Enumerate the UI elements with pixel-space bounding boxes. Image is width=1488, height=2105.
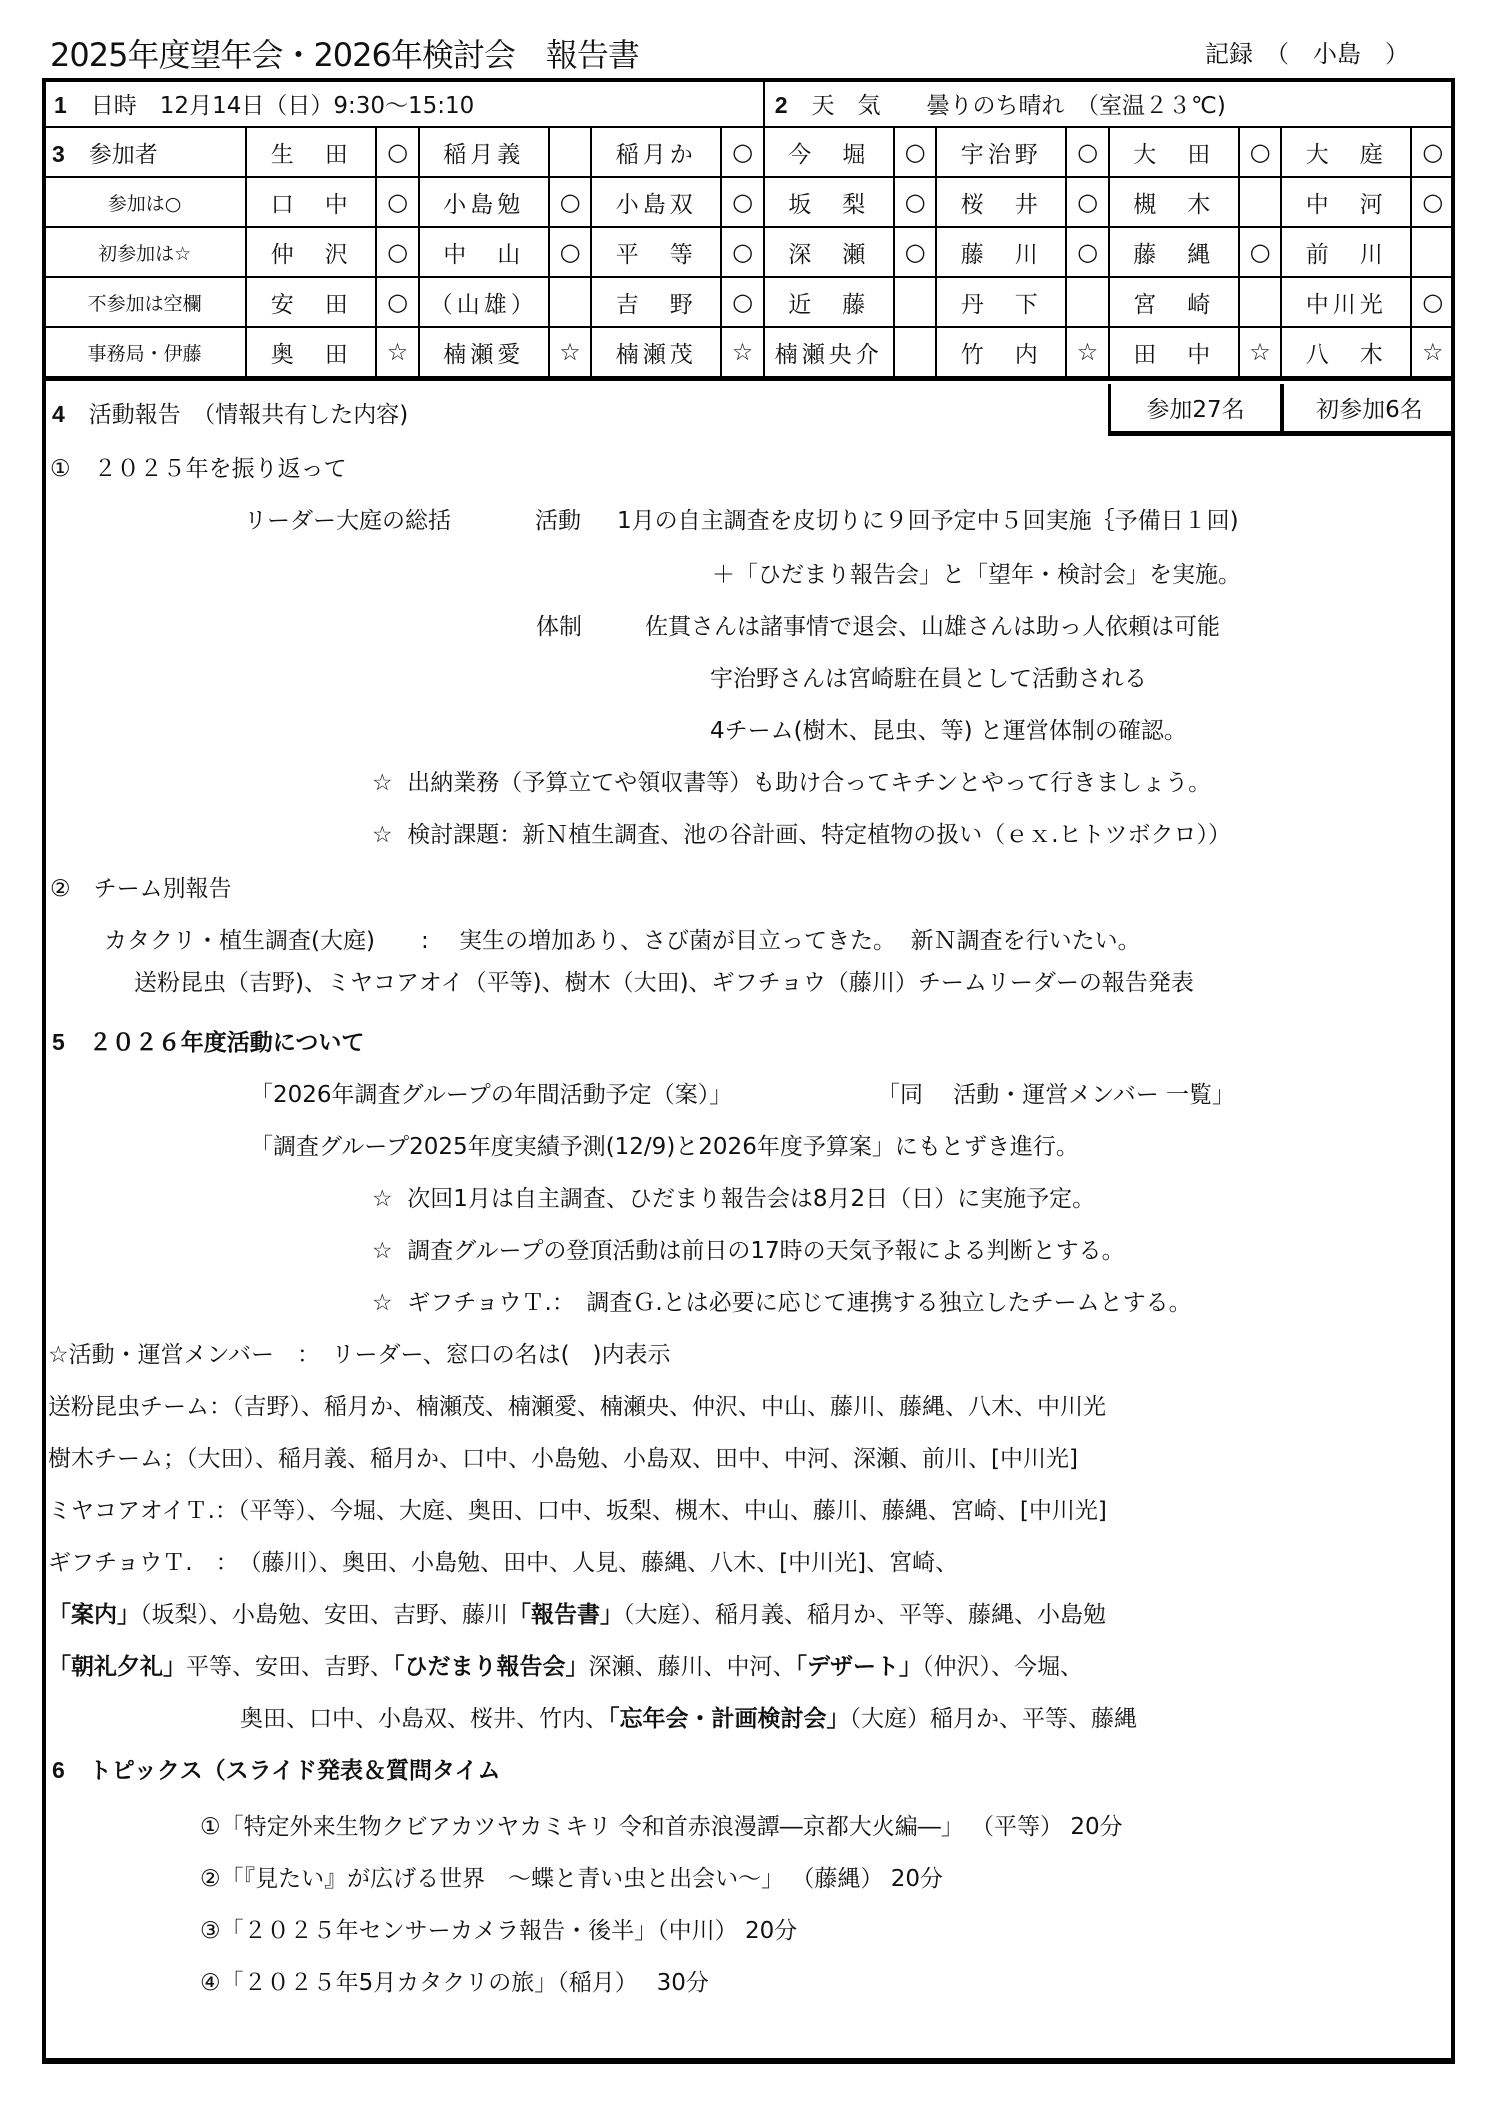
team-members-trees: 樹木チーム；（大田）、稲月義、稲月か、口中、小島勉、小島双、田中、中河、深瀬、前川、[中川光] [48,1446,1078,1472]
attendance-mark: ○ [1066,227,1108,277]
attendance-mark: ○ [1066,127,1108,177]
attendee-name: 前 川 [1281,227,1411,277]
attendee-name: 田 中 [1109,327,1239,379]
attendance-mark: ○ [549,227,591,277]
attendee-name: 大 田 [1109,127,1239,177]
attendee-name: 楠瀬茂 [591,327,721,379]
attendance-mark: ○ [376,277,418,327]
attendee-name: 稲月義 [419,127,549,177]
note-climbing: ☆ 調査グループの登頂活動は前日の17時の天気予報による判断とする。 [372,1238,1125,1264]
role-hidamari-label: 「ひだまり報告会」 [393,1654,589,1680]
note-issues: ☆ 検討課題：新Ｎ植生調査、池の谷計画、特定植物の扱い（ｅｘ.ヒトツボクロ）） [372,822,1232,848]
attendee-name: 大 庭 [1281,127,1411,177]
team-report-line-1: カタクリ・植生調査(大庭) : 実生の増加あり、さび菌が目立ってきた。 新Ｎ調査を行いたい。 [104,928,1141,954]
section5-heading [52,1024,364,1057]
members-heading: ☆活動・運営メンバー ： リーダー、窓口の名は( )内表示 [48,1342,671,1368]
attendee-name: 安 田 [246,277,376,327]
plan-doc-1: 「2026年調査グループの年間活動予定（案）」 [250,1082,733,1108]
structure-line-3: 4チーム(樹木、昆虫、等) と運営体制の確認。 [710,718,1187,744]
attendance-mark: ☆ [376,327,418,379]
weather-text: 天 気 曇りのち晴れ （室温２３℃) [811,92,1226,119]
attendee-name: 仲 沢 [246,227,376,277]
attendance-mark: ○ [721,227,763,277]
section-number: 4 [52,401,65,427]
attendance-mark: ○ [1411,277,1454,327]
section4-heading [52,396,408,429]
attendee-name: 中 山 [419,227,549,277]
roles-line-1 [48,1596,1106,1629]
attendance-mark [1239,177,1281,227]
legend-first-time: 初参加は☆ [43,227,246,277]
attendance-mark [549,127,591,177]
info-table [42,78,1455,381]
attendee-row [43,127,1454,177]
attendee-name: 宇治野 [936,127,1066,177]
document-title: 2025年度望年会・2026年検討会 報告書 [50,36,639,74]
team-report-line-2: 送粉昆虫（吉野)、ミヤコアオイ（平等)、樹木（大田)、ギフチョウ（藤川）チームリーダーの報告発表 [134,970,1194,996]
attendance-mark: ○ [721,177,763,227]
section4-title: 活動報告 （情報共有した内容) [88,402,409,428]
attendance-mark [1066,277,1108,327]
attendees-heading [43,127,246,177]
attendee-name: 楠瀬央介 [764,327,894,379]
attendance-mark: ○ [1411,177,1454,227]
structure-line-2: 宇治野さんは宮崎駐在員として活動される [710,666,1147,692]
role-report-members: （大庭）、稲月義、稲月か、平等、藤縄、小島勉 [623,1602,1106,1628]
attendee-row [43,227,1454,277]
attendee-name: 坂 梨 [764,177,894,227]
attendance-mark: ☆ [1239,327,1281,379]
attendance-mark: ○ [894,227,936,277]
attendance-mark: ☆ [1411,327,1454,379]
section-number: 5 [52,1029,65,1055]
leader-summary-label: リーダー大庭の総括 [244,508,451,534]
datetime-cell [43,79,764,127]
activity-line-1: 1月の自主調査を皮切りに９回予定中５回実施｛予備日１回) [617,508,1239,534]
role-bonenkai-members: （大庭）稲月か、平等、藤縄 [849,1706,1137,1732]
attendee-name: 中川光 [1281,277,1411,327]
attendee-name: （山雄） [419,277,549,327]
note-gifucho: ☆ ギフチョウＴ.： 調査Ｇ.とは必要に応じて連携する独立したチームとする。 [372,1290,1192,1316]
attendee-name: 竹 内 [936,327,1066,379]
note-next-meeting: ☆ 次回1月は自主調査、ひだまり報告会は8月2日（日）に実施予定。 [372,1186,1096,1212]
activity-label: 活動 [535,508,581,534]
attendance-mark: ○ [1066,177,1108,227]
role-guide-label: 「案内」 [48,1602,140,1628]
role-guide-members: （坂梨）、小島勉、安田、吉野、藤川 [140,1602,508,1628]
attendee-name: 口 中 [246,177,376,227]
attendee-row [43,177,1454,227]
attendance-mark: ○ [376,227,418,277]
attendance-mark: ○ [376,177,418,227]
attendee-name: 生 田 [246,127,376,177]
attendee-name: 小島勉 [419,177,549,227]
attendance-mark: ☆ [1066,327,1108,379]
section-number: 6 [52,1757,65,1783]
role-bonenkai-label: 「忘年会・計画検討会」 [608,1706,850,1732]
roles-line-3 [240,1700,1137,1733]
topic-item: ①「特定外来生物クビアカツヤカミキリ 令和首赤浪漫譚―京都大火編―」 （平等） 20分 [200,1814,1123,1840]
attendee-name: 中 河 [1281,177,1411,227]
topic-item: ④「２０２５年5月カタクリの旅」（稲月） 30分 [200,1970,709,1996]
attendance-mark: ○ [1239,227,1281,277]
attendee-name: 奥 田 [246,327,376,379]
attendee-name: 稲月か [591,127,721,177]
activity-line-2: ＋「ひだまり報告会」と「望年・検討会」を実施。 [712,562,1241,588]
attendee-name: 槻 木 [1109,177,1239,227]
attendee-name: 深 瀬 [764,227,894,277]
attendee-name: 八 木 [1281,327,1411,379]
item1-heading: ① ２０２５年を振り返って [50,456,347,482]
topic-item: ②「『見たい』が広げる世界 ～蝶と青い虫と出会い～」 （藤縄） 20分 [200,1866,944,1892]
roles-line-2 [48,1648,1083,1681]
attendee-name: 今 堀 [764,127,894,177]
attendees-title: 参加者 [88,141,158,168]
attendance-mark: ○ [549,177,591,227]
attendee-name: 吉 野 [591,277,721,327]
role-morning-label: 「朝礼夕礼」 [48,1654,186,1680]
topic-item: ③「２０２５年センサーカメラ報告・後半」（中川） 20分 [200,1918,798,1944]
attendance-mark [894,327,936,379]
role-dessert-members: （仲沢）、今堀、 [922,1654,1083,1680]
section6-title: トピックス（スライド発表＆質問タイム [88,1758,501,1784]
attendee-name: 宮 崎 [1109,277,1239,327]
plan-doc-2: 「同 活動・運営メンバー 一覧」 [877,1082,1236,1108]
attendee-name: 近 藤 [764,277,894,327]
legend-attended: 参加は○ [43,177,246,227]
role-hidamari-members: 深瀬、藤川、中河、 [588,1654,796,1680]
attendance-mark [1239,277,1281,327]
legend-absent: 不参加は空欄 [43,277,246,327]
attendance-mark: ○ [721,277,763,327]
structure-label: 体制 [536,614,582,640]
attendance-mark [549,277,591,327]
attendance-mark: ☆ [721,327,763,379]
team-members-gifucho: ギフチョウＴ. ： （藤川）、奥田、小島勉、田中、人見、藤縄、八木、[中川光]、宮崎、 [48,1550,959,1576]
team-members-miyakoaoi: ミヤコアオイＴ.：（平等）、今堀、大庭、奥田、口中、坂梨、槻木、中山、藤川、藤縄、宮崎、[中川光] [48,1498,1107,1524]
legend-secretariat: 事務局・伊藤 [43,327,246,379]
attendee-name: 藤 川 [936,227,1066,277]
section-number: 1 [54,91,67,118]
attendance-mark: ○ [721,127,763,177]
attendee-row [43,277,1454,327]
role-dessert-label: 「デザート」 [795,1654,922,1680]
attendee-row [43,327,1454,379]
structure-line-1: 佐貫さんは諸事情で退会、山雄さんは助っ人依頼は可能 [645,614,1220,640]
budget-line: 「調査グループ2025年度実績予測(12/9)と2026年度予算案」にもとずき進行。 [250,1134,1079,1160]
attendance-mark: ○ [1411,127,1454,177]
attendance-mark: ○ [376,127,418,177]
first-time-count: 初参加6名 [1281,384,1455,436]
attendance-mark: ○ [894,127,936,177]
section-number: 2 [774,91,788,118]
attendee-name: 平 等 [591,227,721,277]
recorder-label: 記録 （ 小島 ） [1205,40,1409,68]
participant-count: 参加27名 [1108,384,1283,436]
datetime-text: 日時 12月14日（日）9:30～15:10 [90,92,475,119]
attendance-mark: ☆ [549,327,591,379]
weather-cell [764,79,1454,127]
attendee-name: 丹 下 [936,277,1066,327]
attendee-name: 桜 井 [936,177,1066,227]
attendee-name: 藤 縄 [1109,227,1239,277]
role-dessert-members-cont: 奥田、口中、小島双、桜井、竹内、 [240,1706,608,1732]
section6-heading [52,1752,501,1785]
attendee-name: 小島双 [591,177,721,227]
item2-heading: ② チーム別報告 [50,876,232,902]
section-number: 3 [52,140,65,167]
team-members-pollinator: 送粉昆虫チーム：（吉野）、稲月か、楠瀬茂、楠瀬愛、楠瀬央、仲沢、中山、藤川、藤縄、八木、中川光 [48,1394,1106,1420]
section5-title: ２０２６年度活動について [88,1030,365,1056]
role-morning-members: 平等、安田、吉野、 [186,1654,393,1680]
note-accounting: ☆ 出納業務（予算立てや領収書等）も助け合ってキチンとやって行きましょう。 [372,770,1212,796]
role-report-label: 「報告書」 [508,1602,623,1628]
attendee-name: 楠瀬愛 [419,327,549,379]
attendance-mark: ○ [1239,127,1281,177]
attendance-mark [894,277,936,327]
attendance-mark: ○ [894,177,936,227]
attendance-mark [1411,227,1454,277]
